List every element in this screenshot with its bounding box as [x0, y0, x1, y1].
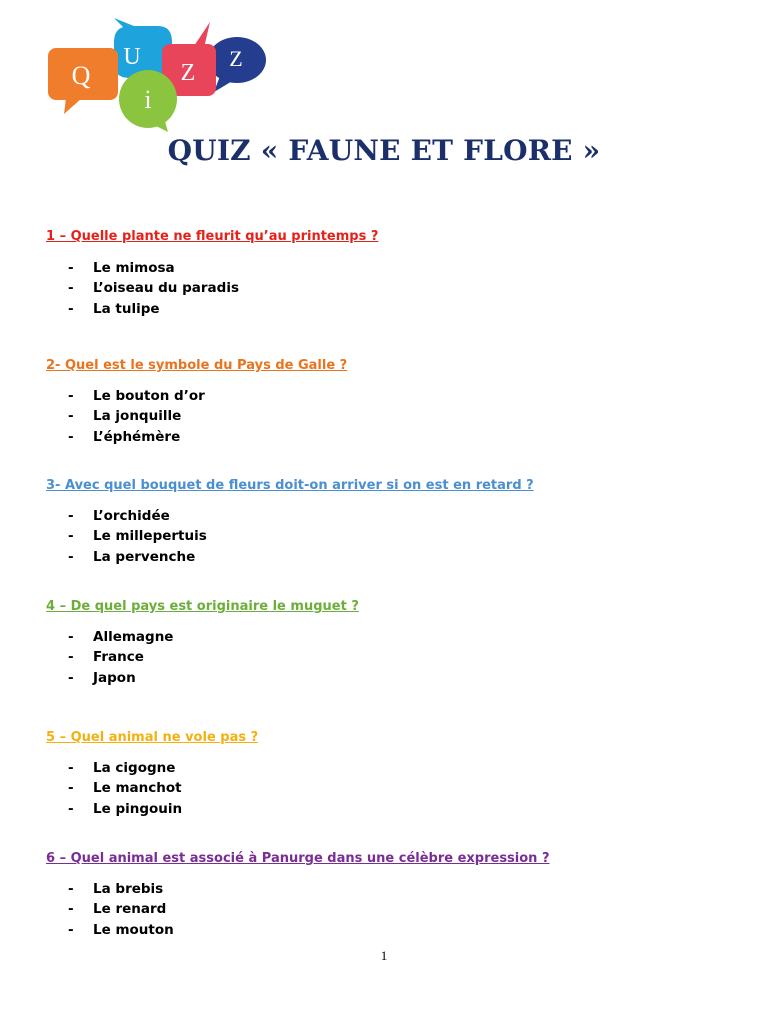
answer-text: Le mimosa	[93, 260, 175, 276]
bullet-dash: -	[68, 508, 74, 524]
question-6: 6 – Quel animal est associé à Panurge dans une célèbre expression ?	[46, 851, 550, 866]
bullet-dash: -	[68, 760, 74, 776]
question-2: 2- Quel est le symbole du Pays de Galle ?	[46, 358, 348, 373]
answer-text: La jonquille	[93, 408, 182, 425]
bullet-dash: -	[68, 629, 74, 645]
answer-text: La tulipe	[93, 300, 160, 317]
answer-text: Le mouton	[93, 921, 174, 938]
bullet-dash: -	[68, 528, 74, 545]
answer-text: L’orchidée	[93, 508, 170, 524]
bullet-dash: -	[68, 548, 74, 565]
question-4: 4 – De quel pays est originaire le muguet ?	[46, 599, 359, 614]
logo-letter-u: U	[123, 44, 141, 70]
question-5: 5 – Quel animal ne vole pas ?	[46, 730, 259, 745]
bullet-dash: -	[68, 408, 74, 425]
bullet-dash: -	[68, 388, 74, 404]
answer-text: Le pingouin	[93, 800, 183, 817]
bullet-dash: -	[68, 881, 74, 897]
answer-text: Le bouton d’or	[93, 388, 205, 404]
answer-text: France	[93, 649, 144, 666]
answer-text: Le millepertuis	[93, 528, 207, 545]
question-3: 3- Avec quel bouquet de fleurs doit-on arriver si on est en retard ?	[46, 478, 534, 493]
quiz-logo	[44, 18, 268, 134]
logo-letter-z-red: Z	[180, 60, 196, 86]
bullet-dash: -	[68, 280, 74, 297]
answer-text: La pervenche	[93, 548, 196, 565]
question-1: 1 – Quelle plante ne fleurit qu’au printemps ?	[46, 229, 379, 244]
bullet-dash: -	[68, 649, 74, 666]
bullet-dash: -	[68, 669, 74, 686]
answer-text: Le manchot	[93, 780, 182, 797]
answer-text: Japon	[93, 669, 136, 686]
bullet-dash: -	[68, 800, 74, 817]
answer-text: L’oiseau du paradis	[93, 280, 239, 297]
answer-text: Le renard	[93, 901, 167, 918]
bullet-dash: -	[68, 901, 74, 918]
answer-text: Allemagne	[93, 629, 174, 645]
logo-letter-i: i	[144, 85, 152, 114]
bullet-dash: -	[68, 260, 74, 276]
logo-letter-q: Q	[71, 61, 91, 90]
answer-text: L’éphémère	[93, 428, 181, 445]
bullet-dash: -	[68, 300, 74, 317]
answer-text: La brebis	[93, 881, 164, 897]
bullet-dash: -	[68, 780, 74, 797]
bullet-dash: -	[68, 921, 74, 938]
page-title: QUIZ « FAUNE ET FLORE »	[167, 134, 601, 167]
logo-letter-z-navy: Z	[229, 46, 243, 71]
page-number: 1	[380, 948, 388, 963]
bullet-dash: -	[68, 428, 74, 445]
answer-text: La cigogne	[93, 760, 176, 776]
